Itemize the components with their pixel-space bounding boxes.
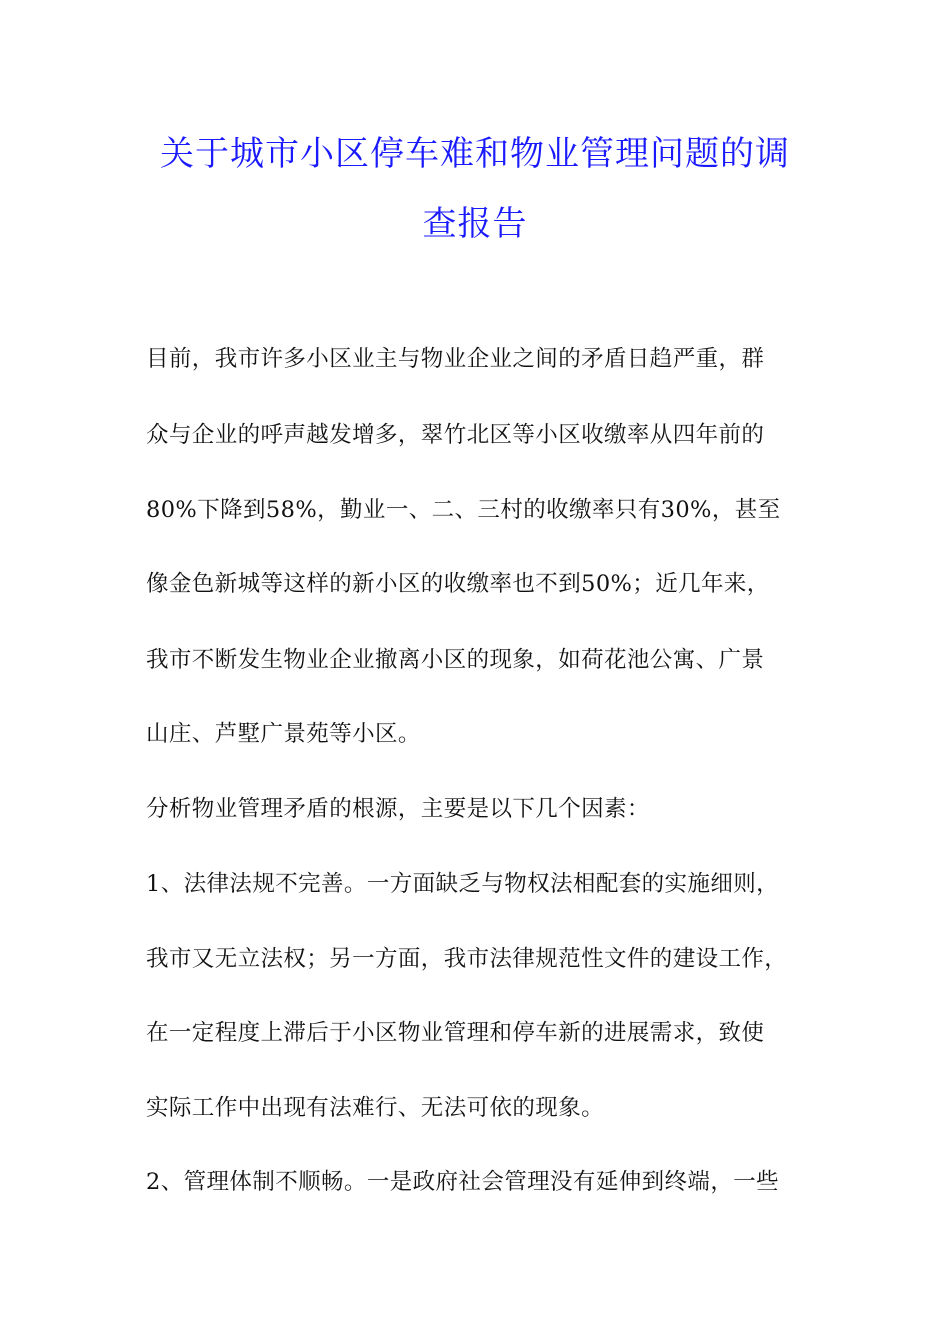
paragraph-line-2: 众与企业的呼声越发增多，翠竹北区等小区收缴率从四年前的 bbox=[146, 422, 765, 448]
document-title-line-1: 关于城市小区停车难和物业管理问题的调 bbox=[160, 134, 790, 174]
paragraph-line-3: 80%下降到58%，勤业一、二、三村的收缴率只有30%，甚至 bbox=[146, 497, 781, 523]
paragraph-line-6: 山庄、芦墅广景苑等小区。 bbox=[146, 721, 421, 747]
paragraph-line-10: 在一定程度上滞后于小区物业管理和停车新的进展需求，致使 bbox=[146, 1020, 765, 1046]
paragraph-line-4: 像金色新城等这样的新小区的收缴率也不到50%；近几年来， bbox=[146, 571, 770, 597]
paragraph-line-9: 我市又无立法权；另一方面，我市法律规范性文件的建设工作， bbox=[146, 946, 788, 972]
document-title-line-2: 查报告 bbox=[422, 204, 528, 244]
paragraph-line-1: 目前，我市许多小区业主与物业企业之间的矛盾日趋严重，群 bbox=[146, 346, 765, 372]
paragraph-line-12: 2、管理体制不顺畅。一是政府社会管理没有延伸到终端，一些 bbox=[146, 1169, 780, 1195]
paragraph-line-11: 实际工作中出现有法难行、无法可依的现象。 bbox=[146, 1095, 605, 1121]
paragraph-line-7: 分析物业管理矛盾的根源，主要是以下几个因素： bbox=[146, 796, 650, 822]
paragraph-line-5: 我市不断发生物业企业撤离小区的现象，如荷花池公寓、广景 bbox=[146, 647, 765, 673]
paragraph-line-8: 1、法律法规不完善。一方面缺乏与物权法相配套的实施细则， bbox=[146, 871, 780, 897]
